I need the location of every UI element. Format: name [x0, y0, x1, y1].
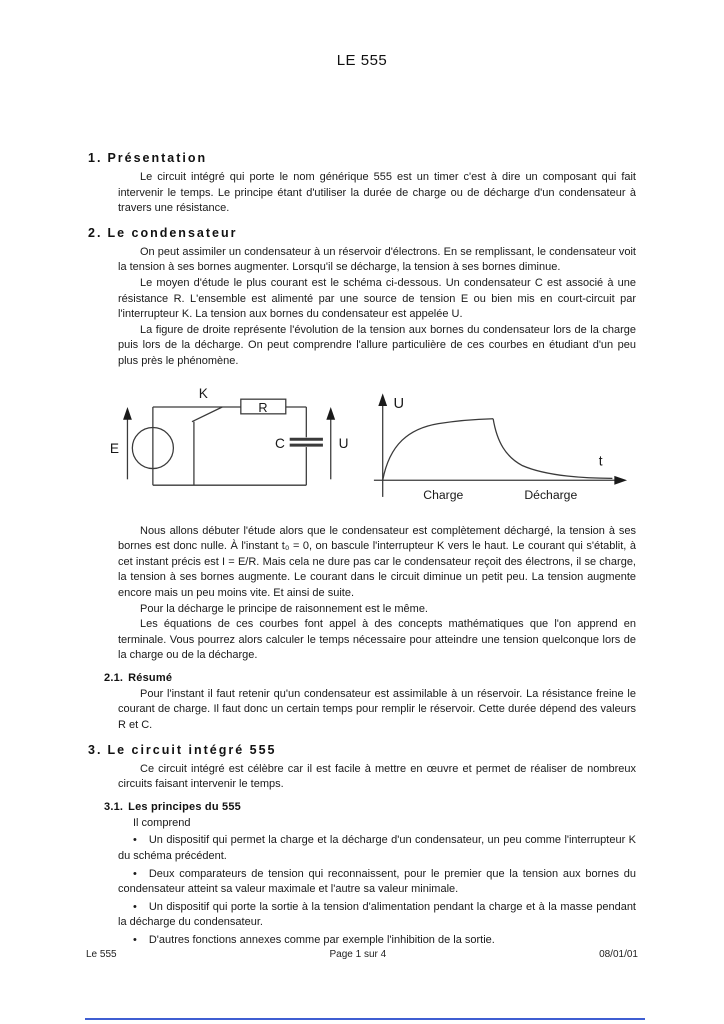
decharge-phase-label: Décharge: [524, 487, 578, 502]
graph-y-label: U: [393, 395, 405, 412]
bullet-icon: •: [133, 900, 137, 913]
bullet-item-1: [118, 833, 636, 864]
bullet-item-3-text: Un dispositif qui porte la sortie à la tension d'alimentation pendant la charge et à la masse pendant la décharge du condensateur.: [118, 900, 636, 929]
section-3-heading: [88, 743, 636, 757]
section-3-paragraph: Ce circuit intégré est célèbre car il est facile à mettre en œuvre et permet de réaliser de nombreux circuits faisant intervenir le temps.: [118, 762, 636, 791]
bullet-icon: •: [133, 934, 137, 946]
document-content: [0, 151, 724, 949]
discharge-curve: [493, 418, 612, 478]
section-2-heading: [88, 226, 636, 240]
charge-curve: [383, 418, 493, 480]
label-e: E: [109, 440, 119, 456]
label-c: C: [275, 435, 285, 451]
section-2-paragraph-5: Pour la décharge le principe de raisonnement est le même.: [140, 602, 428, 615]
x-axis-arrow-icon: [614, 475, 627, 484]
switch-icon: [192, 407, 222, 485]
section-2-paragraph-3: La figure de droite représente l'évolution de la tension aux bornes du condensateur lors de la charge puis lors de la décharge. On peut comprendre l'allure particulière de ces courbes en étudiant d'un peu plus près le phénomène.: [118, 323, 636, 367]
capacitor-icon: [290, 439, 323, 445]
footer-date: 08/01/01: [599, 949, 638, 960]
section-3-1-intro: Il comprend: [133, 816, 191, 829]
section-3-title: Le circuit intégré 555: [107, 742, 277, 757]
section-3-1-number: 3.1.: [104, 800, 124, 813]
graph-x-label: t: [598, 453, 603, 469]
bullet-item-3: [118, 900, 636, 931]
page-title: LE 555: [336, 52, 388, 69]
footer-page-number: Page 1 sur 4: [329, 949, 387, 960]
charge-phase-label: Charge: [423, 487, 464, 502]
section-2-1-paragraph: Pour l'instant il faut retenir qu'un condensateur est assimilable à un réservoir. La résistance freine le courant de charge. Il faut donc un certain temps pour remplir le réservoir. Cette durée dépend des valeurs R et C.: [118, 687, 636, 732]
bullet-icon: •: [133, 867, 137, 880]
section-1-heading: [88, 151, 636, 165]
section-2-paragraph-4: Nous allons débuter l'étude alors que le condensateur est complètement déchargé, la tension à ses bornes est donc nulle. À l'instant t₀ = 0, on bascule l'interrupteur K vers le haut. Le courant qui s'établit, à cet instant précis est I = E/R. Mais cela ne dure pas car le condensateur reçoit des électrons, il se charge, la tension à ses bornes augmente. Le courant dans le circuit diminue un petit peu. La tension augmente encore mais un peu moins vite. Et ainsi de suite.: [118, 524, 636, 599]
section-2-1-number: 2.1.: [104, 671, 124, 684]
section-3-1-heading: [104, 801, 636, 813]
section-3-number: 3.: [88, 742, 103, 757]
section-2-title: Le condensateur: [107, 225, 238, 240]
bullet-item-1-text: Un dispositif qui permet la charge et la décharge d'un condensateur, un peu comme l'interrupteur K du schéma précédent.: [118, 834, 636, 863]
section-2-1-heading: [104, 672, 636, 684]
bullet-item-2-text: Deux comparateurs de tension qui reconnaissent, pour le premier que la tension aux bornes du condensateur atteint sa valeur maximale et l'autre sa valeur minimale.: [118, 867, 636, 896]
section-3-1-title: Les principes du 555: [128, 800, 241, 813]
figures-row: [104, 386, 636, 514]
label-r: R: [258, 400, 268, 415]
section-2-paragraph-2: Le moyen d'étude le plus courant est le schéma ci-dessous. Un condensateur C est associé à une résistance R. L'ensemble est alimenté par une source de tension E ou bien mis en court-circuit par l'interrupteur K. La tension aux bornes du condensateur est appelée U.: [118, 276, 636, 321]
section-2-paragraph-1: On peut assimiler un condensateur à un réservoir d'électrons. En se remplissant, le condensateur voit la tension à ses bornes augmenter. Lorsqu'il se décharge, la tension à ses bornes diminue.: [118, 245, 636, 274]
footer-document-name: Le 555: [86, 949, 117, 960]
section-1-title: Présentation: [107, 151, 208, 165]
section-1-number: 1.: [88, 151, 103, 165]
section-1-paragraph: Le circuit intégré qui porte le nom générique 555 est un timer c'est à dire un composant qui fait intervenir le temps. Le principe étant d'utiliser la durée de charge ou de décharge d'un condensateur à travers une résistance.: [118, 171, 636, 215]
section-2-number: 2.: [88, 225, 103, 240]
section-2-1-title: Résumé: [128, 671, 173, 684]
charge-discharge-graph: [370, 386, 636, 514]
y-axis-arrow-icon: [378, 393, 387, 406]
bottom-rule: [85, 1018, 645, 1020]
section-2-paragraph-6: Les équations de ces courbes font appel à des concepts mathématiques que l'on apprend en terminale. Vous pourrez alors calculer le temps nécessaire pour atteindre une tension quelconque lors de la charge ou de la décharge.: [118, 618, 636, 662]
rc-circuit-figure: [104, 386, 356, 514]
bullet-item-4: [118, 933, 636, 949]
label-k: K: [198, 385, 208, 401]
bullet-icon: •: [133, 834, 137, 847]
page-footer: [0, 949, 724, 960]
bullet-item-4-text: D'autres fonctions annexes comme par exemple l'inhibition de la sortie.: [148, 934, 495, 946]
bullet-item-2: [118, 867, 636, 898]
label-u: U: [338, 435, 349, 451]
